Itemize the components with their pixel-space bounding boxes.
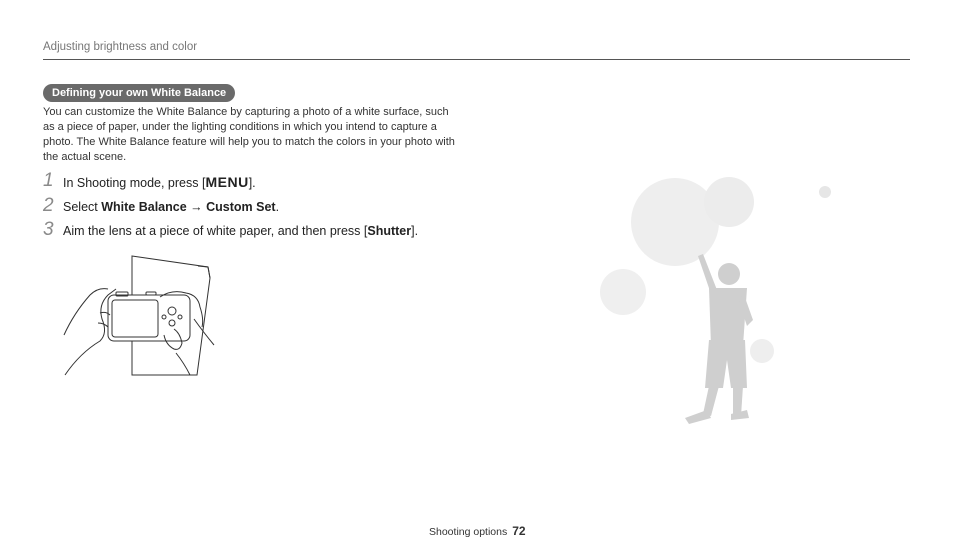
step-text-post: ]. xyxy=(411,224,419,238)
step-text-pre: Select xyxy=(63,200,102,214)
shutter-button-label: Shutter xyxy=(367,224,412,238)
intro-paragraph: You can customize the White Balance by capturing a photo of a white surface, such as a piece of paper, under the lighting conditions in which you intend to capture a photo. The White Balance feature will help you to match the colors in your photo with the actual scene. xyxy=(43,106,455,163)
arrow-glyph: → xyxy=(186,200,207,214)
footer-section: Shooting options xyxy=(429,526,508,538)
camera-paper-illustration xyxy=(60,253,220,378)
section-title: Defining your own White Balance xyxy=(43,84,235,102)
page-number: 72 xyxy=(512,524,526,538)
step-number: 2 xyxy=(43,195,54,216)
page-footer xyxy=(429,524,526,538)
step-text-pre: In Shooting mode, press [ xyxy=(63,176,206,190)
white-balance-label: White Balance xyxy=(101,200,187,214)
step-text xyxy=(63,222,418,240)
step-number: 3 xyxy=(43,219,54,240)
menu-button-label: MENU xyxy=(205,174,249,190)
line-drawing xyxy=(64,256,214,375)
step-number: 1 xyxy=(43,170,54,191)
step-text-pre: Aim the lens at a piece of white paper, and then press [ xyxy=(63,224,368,238)
step-text xyxy=(63,173,256,192)
step-text-post: . xyxy=(275,200,280,214)
running-header: Adjusting brightness and color xyxy=(43,41,198,53)
custom-set-label: Custom Set xyxy=(206,200,276,214)
step-text-post: ]. xyxy=(248,176,256,190)
child-bubbles-illustration xyxy=(597,170,837,430)
header-divider xyxy=(43,59,910,60)
child-silhouette xyxy=(685,254,753,424)
step-text xyxy=(63,198,279,216)
